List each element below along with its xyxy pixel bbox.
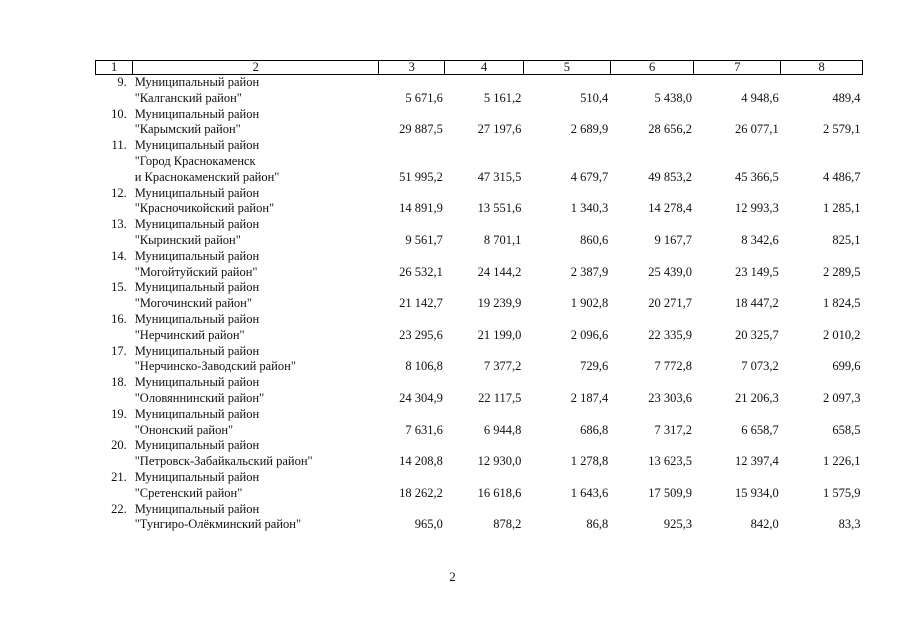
value-cell: 21 199,0 — [477, 327, 522, 342]
value-cell: 47 315,5 — [477, 169, 522, 184]
table-row — [96, 375, 863, 407]
value-cell: 12 993,3 — [735, 201, 779, 216]
value-cell: 9 167,7 — [654, 232, 692, 247]
district-name-line: Муниципальный район — [134, 438, 260, 453]
value-cell: 13 623,5 — [648, 454, 692, 469]
district-name — [133, 138, 379, 185]
district-name-line: "Нерчинский район" — [134, 327, 245, 342]
value-cell: 510,4 — [580, 90, 609, 105]
value-cell: 4 948,6 — [741, 90, 779, 105]
district-name-line: Муниципальный район — [134, 75, 260, 89]
value-cell: 20 271,7 — [648, 296, 692, 311]
district-name-line: "Оловяннинский район" — [134, 390, 265, 405]
value-cell: 729,6 — [580, 359, 609, 374]
table-row — [96, 407, 863, 439]
district-name — [133, 75, 379, 107]
value-cell: 2 579,1 — [823, 122, 861, 137]
district-name — [133, 217, 379, 249]
value-cell: 21 142,7 — [399, 296, 443, 311]
district-name-line: Муниципальный район — [134, 375, 260, 390]
header-cell: 4 — [445, 61, 524, 75]
value-cell: 86,8 — [586, 517, 609, 532]
value-cell: 25 439,0 — [648, 264, 692, 279]
value-cell: 1 285,1 — [823, 201, 861, 216]
value-cell: 4 679,7 — [570, 169, 609, 184]
data-table — [95, 60, 863, 533]
value-cell: 5 671,6 — [405, 90, 443, 105]
value-cell: 2 689,9 — [570, 122, 609, 137]
table-row — [96, 107, 863, 139]
value-cell: 17 509,9 — [648, 485, 692, 500]
value-cell: 29 887,5 — [399, 122, 443, 137]
district-name-line: "Карымский район" — [134, 122, 241, 137]
district-name-line: Муниципальный район — [134, 501, 260, 516]
value-cell: 1 824,5 — [823, 296, 861, 311]
value-cell: 12 930,0 — [477, 454, 522, 469]
value-cell: 21 206,3 — [735, 390, 779, 405]
value-cell: 23 303,6 — [648, 390, 692, 405]
district-name-line: "Нерчинско-Заводский район" — [134, 359, 296, 374]
value-cell: 860,6 — [580, 232, 609, 247]
row-number: 18. — [111, 375, 127, 390]
table-row — [96, 186, 863, 218]
row-number: 9. — [117, 75, 127, 89]
value-cell: 9 561,7 — [405, 232, 443, 247]
header-cell: 7 — [694, 61, 781, 75]
district-name — [133, 312, 379, 344]
row-number: 22. — [111, 501, 127, 516]
value-cell: 7 317,2 — [654, 422, 692, 437]
header-cell: 2 — [133, 61, 379, 75]
header-cell: 6 — [610, 61, 694, 75]
table-row — [96, 502, 863, 534]
table-body — [96, 75, 863, 534]
row-number: 14. — [111, 248, 127, 263]
value-cell: 2 289,5 — [823, 264, 861, 279]
value-cell: 4 486,7 — [823, 169, 861, 184]
district-name-line: Муниципальный район — [134, 106, 260, 121]
value-cell: 18 447,2 — [735, 296, 779, 311]
district-name-line: Муниципальный район — [134, 343, 260, 358]
district-name-line: "Калганский район" — [134, 90, 242, 105]
value-cell: 2 096,6 — [570, 327, 609, 342]
value-cell: 28 656,2 — [648, 122, 692, 137]
table-row — [96, 249, 863, 281]
value-cell: 16 618,6 — [477, 485, 522, 500]
value-cell: 23 149,5 — [735, 264, 779, 279]
value-cell: 13 551,6 — [477, 201, 522, 216]
value-cell: 825,1 — [832, 232, 861, 247]
value-cell: 26 532,1 — [399, 264, 443, 279]
value-cell: 8 106,8 — [405, 359, 443, 374]
row-number: 11. — [111, 138, 127, 153]
value-cell: 8 701,1 — [483, 232, 522, 247]
district-name — [133, 502, 379, 534]
district-name-line: Муниципальный район — [134, 217, 260, 232]
table-row — [96, 312, 863, 344]
row-number: 12. — [111, 185, 127, 200]
value-cell: 14 278,4 — [648, 201, 692, 216]
value-cell: 27 197,6 — [477, 122, 522, 137]
district-name-line: "Кыринский район" — [134, 232, 241, 247]
value-cell: 1 902,8 — [570, 296, 609, 311]
district-name — [133, 470, 379, 502]
district-name-line: "Ононский район" — [134, 422, 234, 437]
value-cell: 965,0 — [414, 517, 443, 532]
value-cell: 2 097,3 — [823, 390, 861, 405]
table-row — [96, 75, 863, 107]
district-name-line: Муниципальный район — [134, 406, 260, 421]
value-cell: 7 631,6 — [405, 422, 443, 437]
value-cell: 1 278,8 — [570, 454, 609, 469]
value-cell: 2 187,4 — [570, 390, 609, 405]
value-cell: 6 658,7 — [741, 422, 779, 437]
value-cell: 489,4 — [832, 90, 861, 105]
header-cell: 8 — [781, 61, 863, 75]
district-name-line: и Краснокаменский район" — [134, 169, 280, 184]
value-cell: 1 340,3 — [570, 201, 609, 216]
table-row — [96, 470, 863, 502]
district-name-line: "Могочинский район" — [134, 296, 252, 311]
district-name-line: "Могойтуйский район" — [134, 264, 258, 279]
value-cell: 15 934,0 — [735, 485, 779, 500]
value-cell: 24 144,2 — [477, 264, 522, 279]
page-number: 2 — [449, 569, 456, 584]
value-cell: 7 073,2 — [741, 359, 779, 374]
district-name — [133, 438, 379, 470]
value-cell: 22 117,5 — [478, 390, 522, 405]
value-cell: 12 397,4 — [735, 454, 779, 469]
table-row — [96, 280, 863, 312]
value-cell: 686,8 — [580, 422, 609, 437]
value-cell: 5 161,2 — [483, 90, 522, 105]
table-row — [96, 438, 863, 470]
row-number: 19. — [111, 406, 127, 421]
value-cell: 24 304,9 — [399, 390, 443, 405]
district-name — [133, 107, 379, 139]
value-cell: 5 438,0 — [654, 90, 692, 105]
district-name-line: "Петровск-Забайкальский район" — [134, 454, 313, 469]
district-name-line: "Сретенский район" — [134, 485, 243, 500]
value-cell: 2 010,2 — [823, 327, 861, 342]
value-cell: 83,3 — [838, 517, 861, 532]
district-name — [133, 407, 379, 439]
district-name — [133, 344, 379, 376]
district-name-line: Муниципальный район — [134, 248, 260, 263]
value-cell: 8 342,6 — [741, 232, 779, 247]
value-cell: 26 077,1 — [735, 122, 779, 137]
row-number: 13. — [111, 217, 127, 232]
value-cell: 7 772,8 — [654, 359, 692, 374]
district-name-line: "Тунгиро-Олёкминский район" — [134, 517, 302, 532]
district-name-line: Муниципальный район — [134, 311, 260, 326]
value-cell: 14 891,9 — [399, 201, 443, 216]
value-cell: 925,3 — [663, 517, 692, 532]
district-name — [133, 186, 379, 218]
value-cell: 18 262,2 — [399, 485, 443, 500]
value-cell: 878,2 — [493, 517, 522, 532]
value-cell: 1 226,1 — [823, 454, 861, 469]
header-cell: 3 — [379, 61, 445, 75]
district-name-line: "Город Краснокаменск — [134, 153, 256, 168]
district-name-line: Муниципальный район — [134, 469, 260, 484]
district-name — [133, 249, 379, 281]
value-cell: 19 239,9 — [477, 296, 522, 311]
value-cell: 23 295,6 — [399, 327, 443, 342]
table-row — [96, 217, 863, 249]
value-cell: 22 335,9 — [648, 327, 692, 342]
district-name — [133, 280, 379, 312]
row-number: 15. — [111, 280, 127, 295]
value-cell: 1 643,6 — [570, 485, 609, 500]
value-cell: 658,5 — [832, 422, 861, 437]
value-cell: 45 366,5 — [735, 169, 779, 184]
district-name-line: Муниципальный район — [134, 280, 260, 295]
table-row — [96, 138, 863, 185]
value-cell: 51 995,2 — [399, 169, 443, 184]
value-cell: 49 853,2 — [648, 169, 692, 184]
header-cell: 1 — [96, 61, 133, 75]
value-cell: 842,0 — [750, 517, 779, 532]
row-number: 16. — [111, 311, 127, 326]
district-name-line: Муниципальный район — [134, 138, 260, 153]
table-header-row — [96, 61, 863, 75]
value-cell: 7 377,2 — [483, 359, 522, 374]
value-cell: 1 575,9 — [823, 485, 861, 500]
row-number: 20. — [111, 438, 127, 453]
district-name-line: Муниципальный район — [134, 185, 260, 200]
row-number: 21. — [111, 469, 127, 484]
row-number: 10. — [111, 106, 127, 121]
value-cell: 699,6 — [832, 359, 861, 374]
row-number: 17. — [111, 343, 127, 358]
header-cell: 5 — [523, 61, 610, 75]
district-name-line: "Красночикойский район" — [134, 201, 275, 216]
value-cell: 2 387,9 — [570, 264, 609, 279]
district-name — [133, 375, 379, 407]
value-cell: 20 325,7 — [735, 327, 779, 342]
value-cell: 6 944,8 — [483, 422, 522, 437]
table-row — [96, 344, 863, 376]
value-cell: 14 208,8 — [399, 454, 443, 469]
